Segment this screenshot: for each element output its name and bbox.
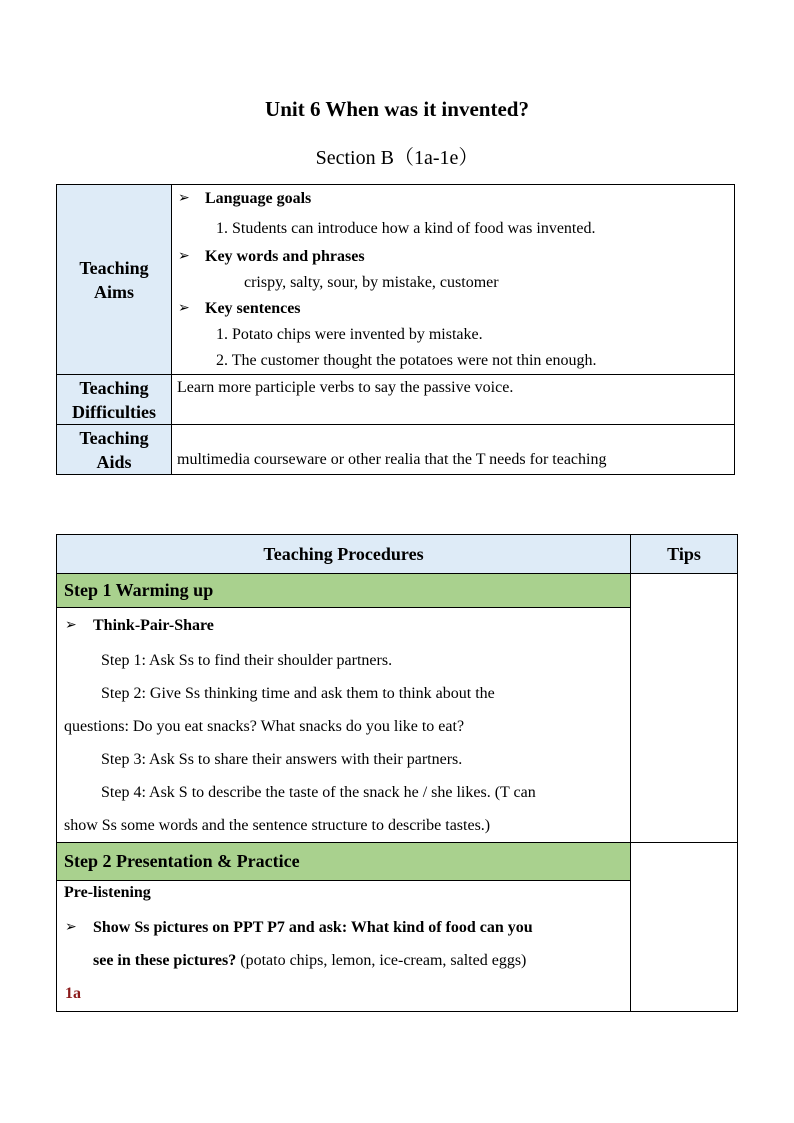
arrow-bullet-icon: ➢ — [65, 920, 77, 935]
think-pair-share-item: ➢ Think-Pair-Share — [57, 608, 630, 644]
key-sentence-2: 2. The customer thought the potatoes were not thin enough. — [216, 352, 597, 369]
language-goals-item: ➢ Language goals — [172, 186, 734, 213]
arrow-bullet-icon: ➢ — [178, 191, 190, 206]
pre-listening-label: Pre-listening — [64, 884, 151, 901]
question-text: see in these pictures? — [93, 952, 237, 969]
step2-tips-cell — [631, 843, 738, 1012]
step1-line2: Step 2: Give Ss thinking time and ask them to think about the — [101, 685, 495, 702]
step1-title: Step 1 Warming up — [57, 574, 631, 608]
document-title: Unit 6 When was it invented? — [265, 97, 529, 121]
step1-tips-cell — [631, 574, 738, 843]
key-words-text: crispy, salty, sour, by mistake, customer — [244, 274, 499, 291]
step1-line3: questions: Do you eat snacks? What snacks do you like to eat? — [64, 718, 465, 735]
language-goal-text: 1. Students can introduce how a kind of food was invented. — [216, 220, 596, 237]
step1-line6: show Ss some words and the sentence structure to describe tastes.) — [64, 817, 491, 834]
arrow-bullet-icon: ➢ — [178, 301, 190, 316]
teaching-difficulties-text: Learn more participle verbs to say the passive voice. — [177, 379, 514, 396]
step2-title: Step 2 Presentation & Practice — [57, 843, 631, 881]
document-subtitle: Section B（1a-1e） — [315, 147, 479, 169]
key-words-item: ➢ Key words and phrases — [172, 244, 734, 270]
step1-content — [57, 608, 631, 843]
question-answer: (potato chips, lemon, ice-cream, salted eggs) — [236, 952, 527, 969]
teaching-aims-label: Teaching Aims — [57, 185, 172, 375]
arrow-bullet-icon: ➢ — [65, 618, 77, 633]
key-sentences-item: ➢ Key sentences — [172, 296, 734, 322]
procedures-header: Teaching Procedures — [57, 535, 631, 574]
arrow-bullet-icon: ➢ — [178, 249, 190, 264]
step2-content — [57, 881, 631, 1012]
key-sentence-1: 1. Potato chips were invented by mistake. — [216, 326, 483, 343]
step1-line4: Step 3: Ask Ss to share their answers with their partners. — [101, 751, 463, 768]
tips-header: Tips — [631, 535, 738, 574]
step1-line5: Step 4: Ask S to describe the taste of the snack he / she likes. (T can — [101, 784, 536, 801]
teaching-difficulties-label: Teaching Difficulties — [57, 375, 172, 425]
step1-line1: Step 1: Ask Ss to find their shoulder partners. — [101, 652, 393, 669]
teaching-info-table — [56, 184, 735, 475]
teaching-aims-content — [172, 185, 735, 375]
show-pictures-item: ➢ Show Ss pictures on PPT P7 and ask: What kind of food can you — [57, 911, 630, 944]
teaching-aids-text: multimedia courseware or other realia that the T needs for teaching — [177, 451, 607, 468]
teaching-procedures-table — [56, 534, 738, 1012]
label-1a: 1a — [65, 985, 81, 1002]
teaching-aids-label: Teaching Aids — [57, 425, 172, 475]
